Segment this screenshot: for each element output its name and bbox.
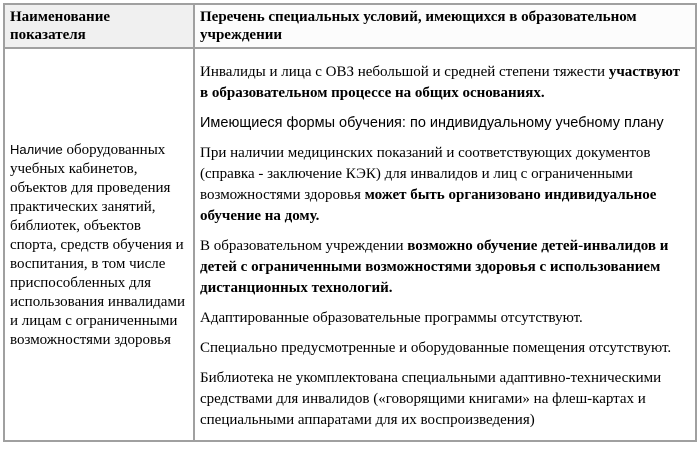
indicator-cell (4, 48, 194, 441)
header-indicator-name: Наименование показателя (4, 4, 194, 48)
paragraph-home-schooling (200, 143, 691, 227)
paragraph-adapted-programs: Адаптированные образовательные программы отсутствуют. (200, 310, 583, 326)
content-row (4, 48, 696, 441)
indicator-text: оборудованных учебных кабинетов, объектов для проведения практических занятий, библиотек, объектов спорта, средств обучения и воспитания, в том числе приспособленных для использования инвалидами и лицам с ограниченными возможностями здоровья (10, 141, 185, 348)
paragraph-emphasis: участвуют в образовательном процессе на общих основаниях. (200, 64, 681, 101)
paragraph-premises: Специально предусмотренные и оборудованные помещения отсутствуют. (200, 340, 672, 356)
paragraph-general-basis (200, 62, 691, 104)
header-special-conditions: Перечень специальных условий, имеющихся в образовательном учреждении (194, 4, 696, 48)
paragraph-forms-of-study: Имеющиеся формы обучения: по индивидуальному учебному плану (200, 115, 664, 131)
paragraph-text: При наличии медицинских показаний и соответствующих документов (справка - заключение КЭК) для инвалидов и лиц с ограниченными возможностями здоровья (200, 145, 651, 203)
conditions-cell (194, 48, 696, 441)
paragraph-library: Библиотека не укомплектована специальными адаптивно-техническими средствами для инвалидов («говорящими книгами» на флеш-картах и специальными аппаратами для их воспроизведения) (200, 370, 662, 428)
paragraph-text: В образовательном учреждении (200, 238, 408, 254)
paragraph-text: Инвалиды и лица с ОВЗ небольшой и средней степени тяжести (200, 64, 609, 80)
conditions-table (3, 3, 697, 442)
header-row (4, 4, 696, 48)
indicator-lead-word: Наличие (10, 141, 63, 157)
paragraph-emphasis: возможно обучение детей-инвалидов и детей с ограниченными возможностями здоровья с использованием дистанционных технологий. (200, 238, 669, 296)
paragraph-distance-learning (200, 236, 691, 299)
paragraph-emphasis: может быть организовано индивидуальное обучение на дому. (200, 187, 657, 224)
